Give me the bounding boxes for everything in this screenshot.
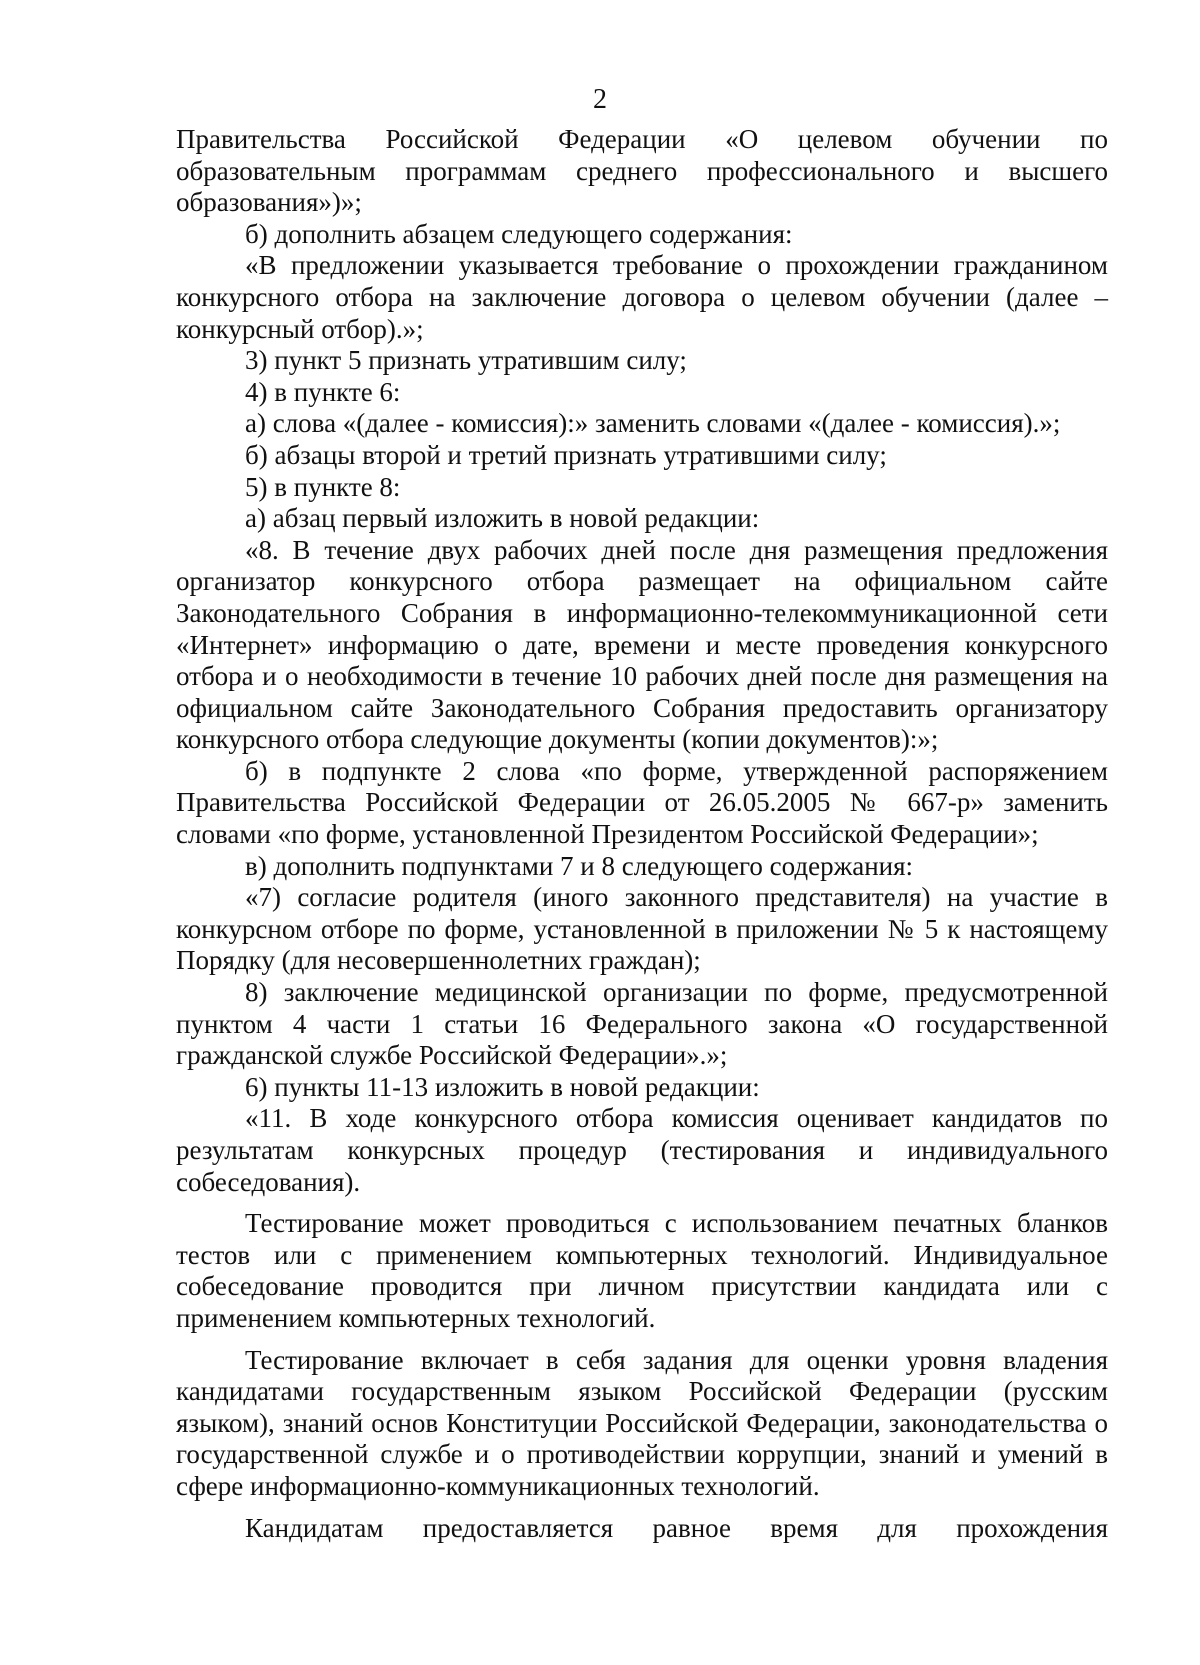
page-number: 2	[593, 84, 607, 115]
paragraph: б) абзацы второй и третий признать утратившими силу;	[245, 439, 887, 470]
paragraph: а) абзац первый изложить в новой редакции:	[245, 503, 760, 534]
paragraph: б) в подпункте 2 слова «по форме, утвержденной распоряжением Правительства Российской Федерации от 26.05.2005 № 667-р» заменить словами «по форме, установленной Президентом Российской Федерации»;	[176, 755, 1108, 850]
paragraph: 5) в пункте 8:	[245, 471, 401, 502]
paragraph: «11. В ходе конкурсного отбора комиссия оценивает кандидатов по результатам конкурсных процедур (тестирования и индивидуального собеседования).	[176, 1103, 1108, 1197]
paragraph: 6) пункты 11-13 изложить в новой редакции:	[245, 1071, 760, 1102]
paragraph: 4) в пункте 6:	[245, 376, 401, 407]
paragraph: б) дополнить абзацем следующего содержания:	[245, 218, 793, 249]
paragraph: 3) пункт 5 признать утратившим силу;	[245, 345, 687, 376]
paragraph: «8. В течение двух рабочих дней после дня размещения предложения организатор конкурсного отбора размещает на официальном сайте Законодательного Собрания в информационно-телекоммуникационной сети «Интернет» информацию о дате, времени и месте проведения конкурсного отбора и о необходимости в течение 10 рабочих дней после дня размещения на официальном сайте Законодательного Собрания предоставить организатору конкурсного отбора следующие документы (копии документов):»;	[176, 534, 1108, 755]
paragraph: а) слова «(далее - комиссия):» заменить словами «(далее - комиссия).»;	[245, 408, 1061, 439]
paragraph: Тестирование включает в себя задания для оценки уровня владения кандидатами государственным языком Российской Федерации (русским языком), знаний основ Конституции Российской Федерации, законодательства о государственной службе и о противодействии коррупции, знаний и умений в сфере информационно-коммуникационных технологий.	[176, 1344, 1108, 1501]
document-body	[176, 124, 1108, 1544]
paragraph: «В предложении указывается требование о прохождении гражданином конкурсного отбора на заключение договора о целевом обучении (далее – конкурсный отбор).»;	[176, 250, 1108, 344]
paragraph: Правительства Российской Федерации «О целевом обучении по образовательным программам среднего профессионального и высшего образования»)»;	[176, 124, 1108, 218]
paragraph: 8) заключение медицинской организации по форме, предусмотренной пунктом 4 части 1 статьи 16 Федерального закона «О государственной гражданской службе Российской Федерации».»;	[176, 977, 1108, 1071]
paragraph: Кандидатам предоставляется равное время для прохождения	[245, 1512, 1108, 1543]
paragraph: Тестирование может проводиться с использованием печатных бланков тестов или с применением компьютерных технологий. Индивидуальное собеседование проводится при личном присутствии кандидата или с применением компьютерных технологий.	[176, 1208, 1108, 1333]
paragraph: «7) согласие родителя (иного законного представителя) на участие в конкурсном отборе по форме, установленной в приложении № 5 к настоящему Порядку (для несовершеннолетних граждан);	[176, 882, 1108, 976]
paragraph: в) дополнить подпунктами 7 и 8 следующего содержания:	[245, 850, 914, 881]
